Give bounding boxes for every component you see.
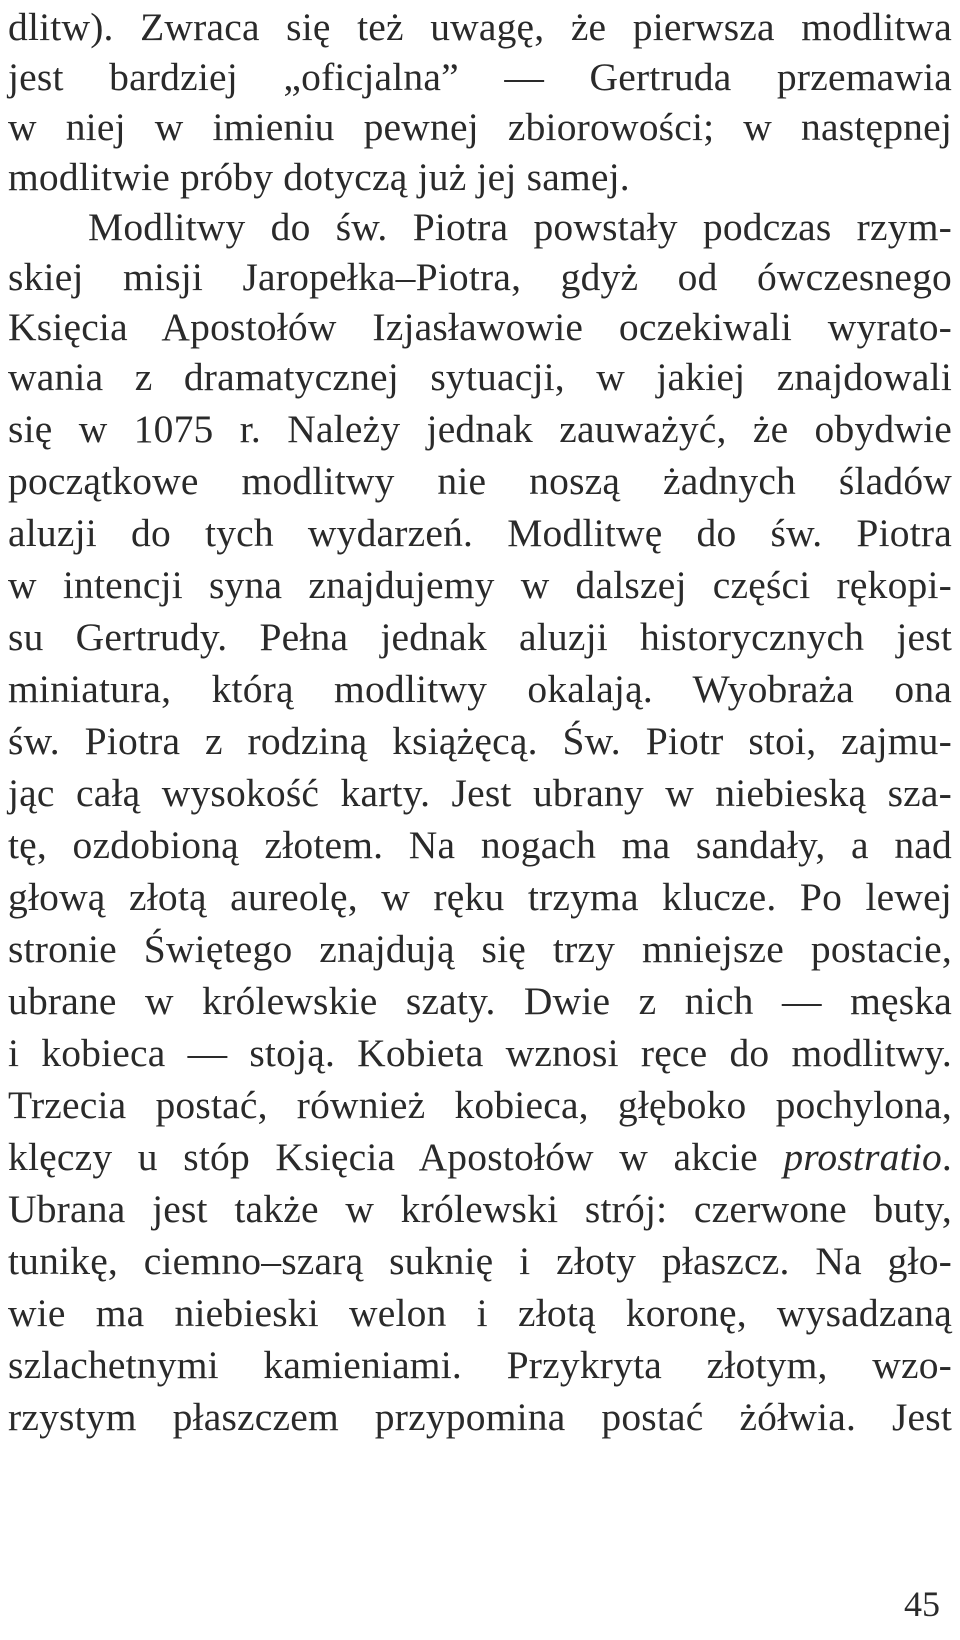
- text-line: początkowe modlitwy nie noszą żadnych śladów: [8, 459, 952, 503]
- text-line: stronie Świętego znajdują się trzy mniejsze postacie,: [8, 927, 952, 971]
- text-line: jest bardziej „oficjalna” — Gertruda przemawia: [8, 55, 952, 99]
- text-line: się w 1075 r. Należy jednak zauważyć, że obydwie: [8, 407, 952, 451]
- text-line: skiej misji Jaropełka–Piotra, gdyż od ówczesnego: [8, 255, 952, 299]
- text-line: szlachetnymi kamieniami. Przykryta złotym, wzo-: [8, 1343, 952, 1387]
- italic-term: prostratio: [783, 1135, 942, 1179]
- text-line: dlitw). Zwraca się też uwagę, że pierwsza modlitwa: [8, 5, 952, 49]
- text-line: głową złotą aureolę, w ręku trzyma klucze. Po lewej: [8, 875, 952, 919]
- text-line: Ubrana jest także w królewski strój: czerwone buty,: [8, 1187, 952, 1231]
- text-line: su Gertrudy. Pełna jednak aluzji historycznych jest: [8, 615, 952, 659]
- text-line: jąc całą wysokość karty. Jest ubrany w niebieską sza-: [8, 771, 952, 815]
- text-line: miniatura, którą modlitwy okalają. Wyobraża ona: [8, 667, 952, 711]
- text-line: ubrane w królewskie szaty. Dwie z nich — męska: [8, 979, 952, 1023]
- page-number: 45: [904, 1584, 940, 1624]
- text-line: w intencji syna znajdujemy w dalszej części rękopi-: [8, 563, 952, 607]
- text-line: modlitwie próby dotyczą już jej samej.: [8, 155, 630, 199]
- text-line: rzystym płaszczem przypomina postać żółwia. Jest: [8, 1395, 952, 1439]
- text-line: w niej w imieniu pewnej zbiorowości; w następnej: [8, 105, 952, 149]
- text-line: Trzecia postać, również kobieca, głęboko pochylona,: [8, 1083, 952, 1127]
- text-line: klęczy u stóp Księcia Apostołów w akcie prostratio.: [8, 1135, 952, 1179]
- paragraph-start-line: Modlitwy do św. Piotra powstały podczas rzym-: [88, 205, 952, 249]
- text-line: tę, ozdobioną złotem. Na nogach ma sandały, a nad: [8, 823, 952, 867]
- text-line: i kobieca — stoją. Kobieta wznosi ręce do modlitwy.: [8, 1031, 952, 1075]
- text-line: aluzji do tych wydarzeń. Modlitwę do św. Piotra: [8, 511, 952, 555]
- text-line: tunikę, ciemno–szarą suknię i złoty płaszcz. Na gło-: [8, 1239, 952, 1283]
- text-line: św. Piotra z rodziną książęcą. Św. Piotr stoi, zajmu-: [8, 719, 952, 763]
- text-line: wania z dramatycznej sytuacji, w jakiej znajdowali: [8, 355, 952, 399]
- text-line: Księcia Apostołów Izjasławowie oczekiwali wyrato-: [8, 305, 952, 349]
- text-line: wie ma niebieski welon i złotą koronę, wysadzaną: [8, 1291, 952, 1335]
